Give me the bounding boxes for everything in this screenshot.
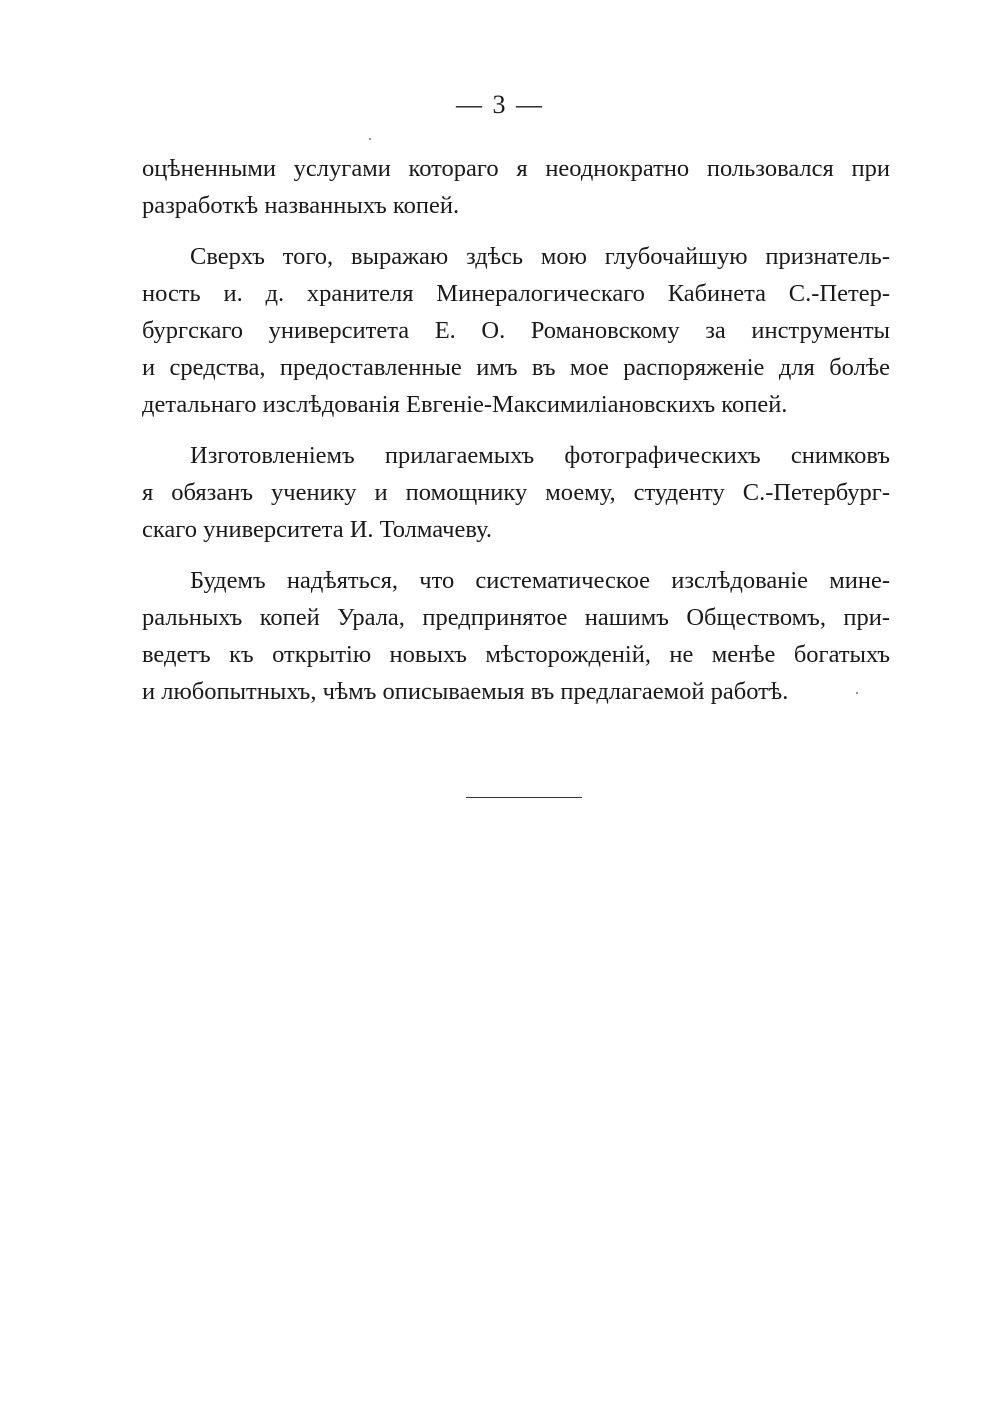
text-line: ведетъ къ открытію новыхъ мѣсторожденій, не менѣе богатыхъ <box>142 641 890 668</box>
text-line: и любопытныхъ, чѣмъ описываемыя въ предлагаемой работѣ. <box>142 678 789 705</box>
text-line: я обязанъ ученику и помощнику моему, студенту С.-Петербург- <box>142 479 890 506</box>
text-line: детальнаго изслѣдованія Евгеніе-Максимиліановскихъ копей. <box>142 391 788 418</box>
text-line: Изготовленіемъ прилагаемыхъ фотографическихъ снимковъ <box>190 442 890 469</box>
text-line: разработкѣ названныхъ копей. <box>142 192 460 219</box>
end-rule <box>466 797 582 798</box>
text-line: ральныхъ копей Урала, предпринятое нашимъ Обществомъ, при- <box>142 604 890 631</box>
text-line: Сверхъ того, выражаю здѣсь мою глубочайшую признатель- <box>190 243 890 270</box>
text-line: и средства, предоставленные имъ въ мое распоряженіе для болѣе <box>142 354 890 381</box>
page-number: — 3 — <box>456 90 544 119</box>
text-line: ность и. д. хранителя Минералогическаго Кабинета С.-Петер- <box>142 280 890 307</box>
scan-speck <box>369 138 371 140</box>
text-line: скаго университета И. Толмачеву. <box>142 516 492 543</box>
paragraph-4 <box>142 562 890 710</box>
paragraph-2 <box>142 238 890 423</box>
paragraph-1 <box>142 150 890 224</box>
text-line: оцѣненными услугами котораго я неоднократно пользовался при <box>142 155 890 182</box>
text-line: Будемъ надѣяться, что систематическое изслѣдованіе мине- <box>190 567 890 594</box>
scan-speck <box>856 692 858 694</box>
body-text <box>142 150 890 710</box>
paragraph-3 <box>142 437 890 548</box>
text-line: бургскаго университета Е. О. Романовскому за инструменты <box>142 317 890 344</box>
